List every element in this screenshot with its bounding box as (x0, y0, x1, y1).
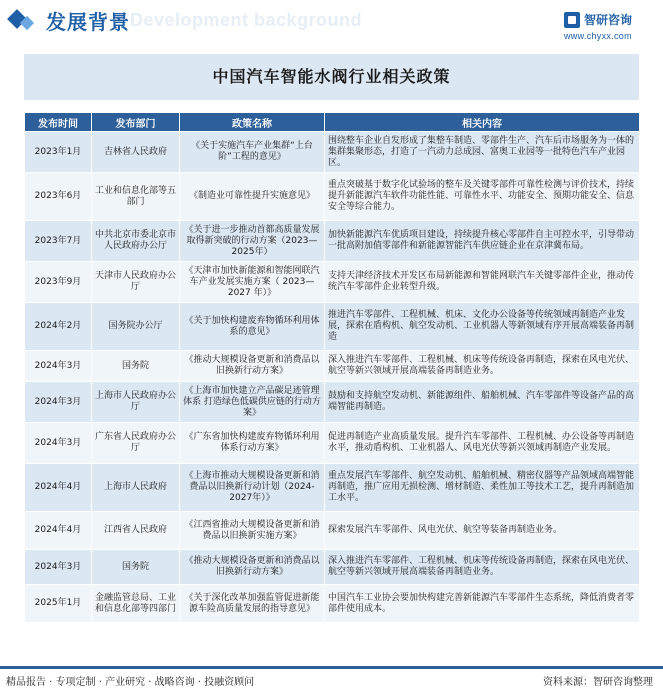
column-header-content: 相关内容 (325, 113, 640, 132)
row-date: 2023年9月 (25, 262, 92, 303)
row-date: 2023年1月 (25, 132, 92, 173)
table-header-row (25, 113, 640, 132)
row-dept: 上海市人民政府 (92, 464, 180, 512)
header-ghost-text: Development background (130, 10, 363, 30)
header-bar (0, 0, 663, 42)
row-dept: 国务院 (92, 550, 180, 585)
row-policy-name: 《上海市加快建立产品碳足迹管理体系 打造绿色低碳供应链的行动方案》 (180, 382, 325, 423)
table-title: 中国汽车智能水阀行业相关政策 (24, 54, 639, 100)
row-policy-name: 《关于深化改革加强监管促进新能源车险高质量发展的指导意见》 (180, 585, 325, 623)
row-policy-name: 《制造业可靠性提升实施意见》 (180, 173, 325, 221)
row-policy-name: 《推动大规模设备更新和消费品以旧换新行动方案》 (180, 351, 325, 382)
row-content: 促进再制造产业高质量发展。提升汽车零部件、工程机械、办公设备等再制造水平，推动盾构机、工业机器人、风电光伏等新兴领域再制造产业发展。 (325, 423, 640, 464)
table-row (25, 303, 640, 351)
row-content: 支持天津经济技术开发区布局新能源和智能网联汽车关键零部件企业，推动传统汽车零部件企业转型升级。 (325, 262, 640, 303)
row-content: 深入推进汽车零部件、工程机械、机床等传统设备再制造，探索在风电光伏、航空等新兴领域开展高端装备再制造业务。 (325, 351, 640, 382)
table-row (25, 382, 640, 423)
row-date: 2024年3月 (25, 550, 92, 585)
row-policy-name: 《广东省加快构建废弃物循环利用体系行动方案》 (180, 423, 325, 464)
page-title: 发展背景 (46, 10, 130, 34)
row-dept: 吉林省人民政府 (92, 132, 180, 173)
brand-logo-icon (564, 12, 580, 28)
row-date: 2024年3月 (25, 351, 92, 382)
row-date: 2024年2月 (25, 303, 92, 351)
row-dept: 金融监管总局、工业和信息化部等四部门 (92, 585, 180, 623)
table-row (25, 585, 640, 623)
row-content: 围绕整车企业自发形成了集整车制造、零部件生产、汽车后市场服务为一体的集群集聚形态，打造了一汽动力总成园、富奥工业园等一批特色汽车产业园区。 (325, 132, 640, 173)
table-row (25, 132, 640, 173)
table-body (25, 132, 640, 623)
column-header-dept: 发布部门 (92, 113, 180, 132)
row-dept: 中共北京市委北京市人民政府办公厅 (92, 221, 180, 262)
row-policy-name: 《上海市推动大规模设备更新和消费品以旧换新行动计划（2024-2027年）》 (180, 464, 325, 512)
row-dept: 上海市人民政府办公厅 (92, 382, 180, 423)
table-row (25, 423, 640, 464)
row-policy-name: 《关于实施汽车产业集群“上台阶”工程的意见》 (180, 132, 325, 173)
footer-source: 资料来源：智研咨询整理 (543, 677, 653, 688)
column-header-date: 发布时间 (25, 113, 92, 132)
row-content: 加快新能源汽车优质项目建设，持续提升核心零部件自主可控水平，引导带动一批高附加值零部件和新能源智能汽车供应链企业在京津冀布局。 (325, 221, 640, 262)
table-row (25, 550, 640, 585)
row-date: 2025年1月 (25, 585, 92, 623)
table-row (25, 464, 640, 512)
table-row (25, 262, 640, 303)
row-content: 鼓励和支持航空发动机、新能源组件、船舶机械、汽车零部件等设备产品的高端智能再制造。 (325, 382, 640, 423)
row-dept: 工业和信息化部等五部门 (92, 173, 180, 221)
row-dept: 江西省人民政府 (92, 512, 180, 550)
row-policy-name: 《关于进一步推动首都高质量发展取得新突破的行动方案（2023—2025年） (180, 221, 325, 262)
column-header-name: 政策名称 (180, 113, 325, 132)
row-dept: 天津市人民政府办公厅 (92, 262, 180, 303)
footer-services: 精品报告 · 专项定制 · 产业研究 · 战略咨询 · 投融资顾问 (6, 677, 255, 688)
row-dept: 国务院 (92, 351, 180, 382)
row-policy-name: 《推动大规模设备更新和消费品以旧换新行动方案》 (180, 550, 325, 585)
row-date: 2023年6月 (25, 173, 92, 221)
row-dept: 广东省人民政府办公厅 (92, 423, 180, 464)
row-date: 2024年3月 (25, 382, 92, 423)
row-content: 推进汽车零部件、工程机械、机床、文化办公设备等传统领域再制造产业发展，探索在盾构机、航空发动机、工业机器人等新领域有序开展高端装备再制造 (325, 303, 640, 351)
row-content: 中国汽车工业协会要加快构建完善新能源汽车零部件生态系统，降低消费者零部件使用成本。 (325, 585, 640, 623)
brand-url: www.chyxx.com (564, 31, 632, 41)
row-policy-name: 《江西省推动大规模设备更新和消费品以旧换新实施方案》 (180, 512, 325, 550)
table-row (25, 351, 640, 382)
policy-table (24, 112, 640, 623)
row-date: 2024年4月 (25, 464, 92, 512)
row-content: 深入推进汽车零部件、工程机械、机床等传统设备再制造，探索在风电光伏、航空等新兴领域开展高端装备再制造业务。 (325, 550, 640, 585)
row-content: 探索发展汽车零部件、风电光伏、航空等装备再制造业务。 (325, 512, 640, 550)
row-dept: 国务院办公厅 (92, 303, 180, 351)
row-content: 重点突破基于数字化试验场的整车及关键零部件可靠性检测与评价技术，持续提升新能源汽车软件功能性能、可靠性水平、功能安全、预期功能安全、信息安全等综合能力。 (325, 173, 640, 221)
footer (0, 666, 663, 694)
table-row (25, 512, 640, 550)
row-policy-name: 《关于加快构建废弃物循环利用体系的意见》 (180, 303, 325, 351)
row-date: 2024年4月 (25, 512, 92, 550)
row-policy-name: 《天津市加快新能源和智能网联汽车产业发展实施方案（ 2023—2027 年）》 (180, 262, 325, 303)
row-date: 2024年3月 (25, 423, 92, 464)
row-date: 2023年7月 (25, 221, 92, 262)
table-row (25, 221, 640, 262)
brand-name: 智研咨询 (584, 13, 633, 27)
row-content: 重点发展汽车零部件、航空发动机、船舶机械、精密仪器等产品领域高端智能再制造，推广应用无损检测、增材制造、柔性加工等技术工艺，提升再制造加工水平。 (325, 464, 640, 512)
table-row (25, 173, 640, 221)
